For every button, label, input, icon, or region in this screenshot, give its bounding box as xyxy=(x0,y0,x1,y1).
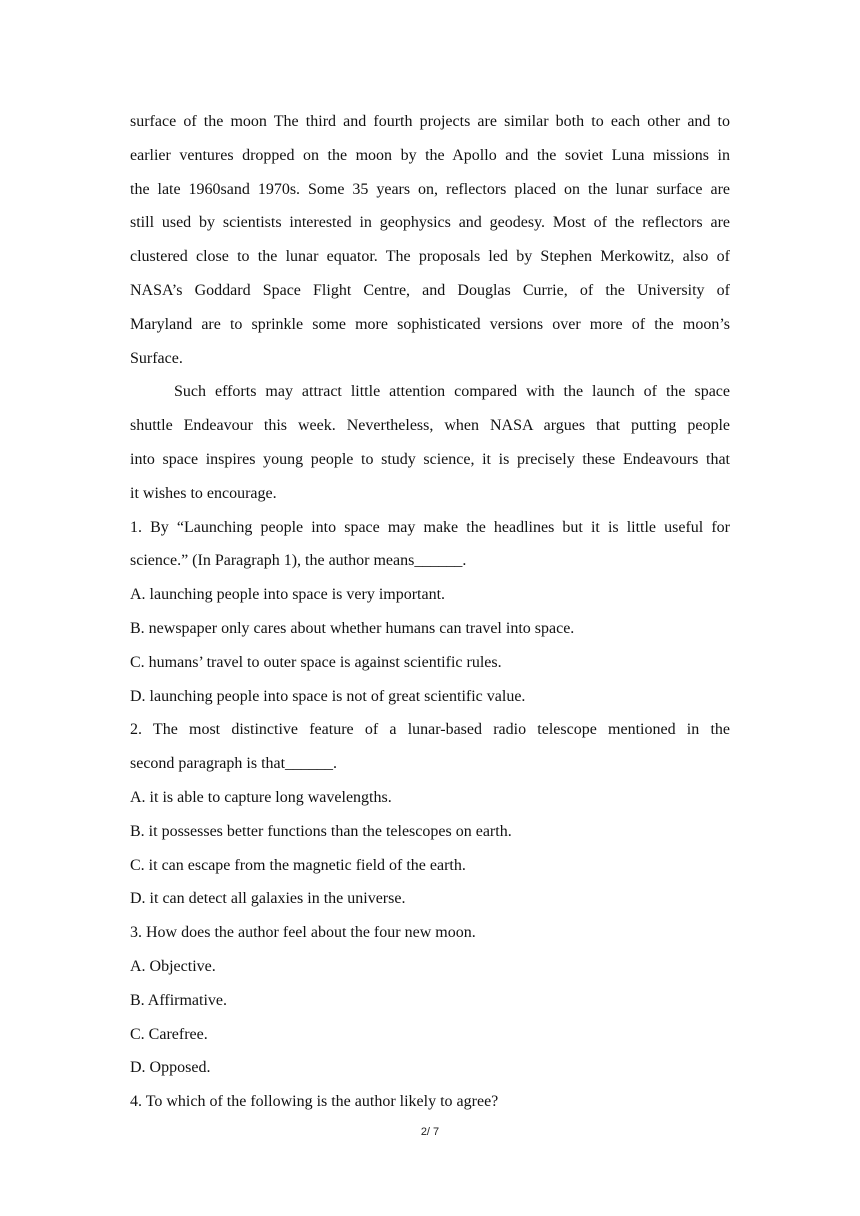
option-b: B. newspaper only cares about whether humans can travel into space. xyxy=(130,619,575,637)
question-stem: 3. How does the author feel about the four new moon. xyxy=(130,924,476,942)
text-line: into space inspires young people to study science, it is precisely these Endeavours that xyxy=(130,450,730,468)
paragraph-endeavour xyxy=(130,375,730,510)
question-stem: second paragraph is that______. xyxy=(130,755,338,773)
text-line: shuttle Endeavour this week. Nevertheless, when NASA argues that putting people xyxy=(130,417,730,435)
option-d: D. launching people into space is not of great scientific value. xyxy=(130,687,526,705)
option-c: C. it can escape from the magnetic field of the earth. xyxy=(130,856,466,874)
question-stem: 1. By “Launching people into space may make the headlines but it is little useful for xyxy=(130,518,730,536)
option-c: C. Carefree. xyxy=(130,1025,208,1043)
text-line: it wishes to encourage. xyxy=(130,484,277,502)
text-line: earlier ventures dropped on the moon by the Apollo and the soviet Luna missions in xyxy=(130,146,730,164)
text-line: surface of the moon The third and fourth projects are similar both to each other and to xyxy=(130,113,730,130)
text-line: the late 1960sand 1970s. Some 35 years on, reflectors placed on the lunar surface are xyxy=(130,180,730,198)
question-stem: 2. The most distinctive feature of a lunar-based radio telescope mentioned in the xyxy=(130,721,730,739)
option-d: D. it can detect all galaxies in the universe. xyxy=(130,890,406,908)
paragraph-reflectors xyxy=(130,105,730,375)
option-a: A. launching people into space is very important. xyxy=(130,586,446,604)
text-line: Such efforts may attract little attention compared with the launch of the space xyxy=(174,383,730,401)
document-page xyxy=(130,105,730,1119)
option-d: D. Opposed. xyxy=(130,1059,211,1077)
page-number: 2/ 7 xyxy=(420,1126,440,1138)
text-line: Surface. xyxy=(130,349,183,367)
option-c: C. humans’ travel to outer space is against scientific rules. xyxy=(130,653,502,671)
question-stem: 4. To which of the following is the author likely to agree? xyxy=(130,1093,499,1111)
option-a: A. it is able to capture long wavelengths. xyxy=(130,788,392,806)
text-line: still used by scientists interested in geophysics and geodesy. Most of the reflectors are xyxy=(130,214,730,232)
text-line: NASA’s Goddard Space Flight Centre, and Douglas Currie, of the University of xyxy=(130,281,730,299)
question-3 xyxy=(130,916,730,1085)
option-b: B. it possesses better functions than the telescopes on earth. xyxy=(130,822,512,840)
question-2 xyxy=(130,713,730,916)
option-a: A. Objective. xyxy=(130,957,216,975)
question-1 xyxy=(130,511,730,714)
option-b: B. Affirmative. xyxy=(130,991,228,1009)
text-line: Maryland are to sprinkle some more sophisticated versions over more of the moon’s xyxy=(130,315,730,333)
text-line: clustered close to the lunar equator. The proposals led by Stephen Merkowitz, also of xyxy=(130,248,730,266)
question-stem: science.” (In Paragraph 1), the author means______. xyxy=(130,552,467,570)
question-4 xyxy=(130,1085,730,1119)
